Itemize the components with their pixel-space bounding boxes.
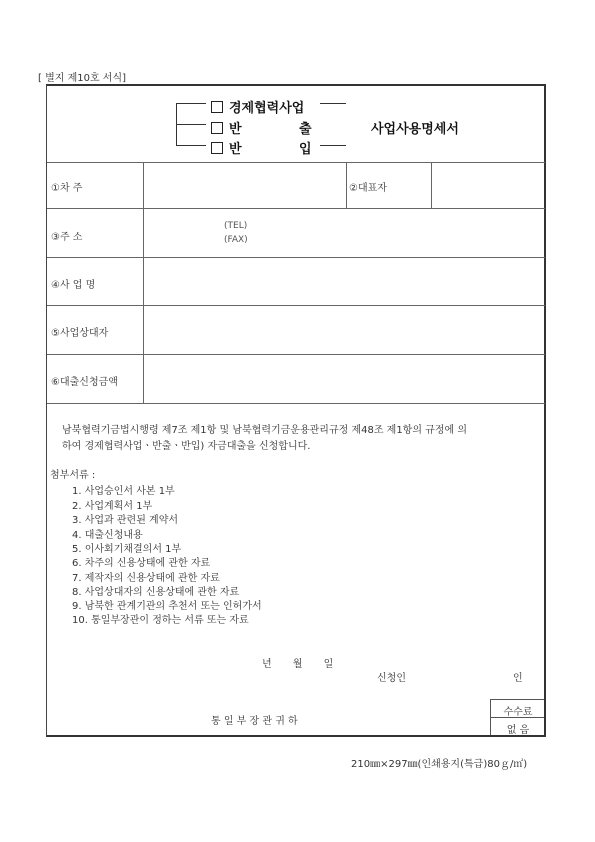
paper-spec: 210㎜×297㎜(인쇄용지(특급)80ｇ/㎡) (351, 759, 528, 770)
label-text: ①차 주 (51, 183, 83, 194)
list-item: 1. 사업승인서 사본 1부 (72, 486, 175, 497)
list-item: 9. 남북한 관계기관의 추천서 또는 인허가서 (72, 601, 262, 612)
option-label-tail: 출 (299, 122, 312, 137)
label-column-divider (143, 162, 144, 403)
column-divider (431, 162, 432, 208)
label-loan-amount: ⑥대출신청금액 (51, 377, 118, 388)
row-divider (47, 305, 545, 306)
attachments-heading: 첨부서류 : (50, 470, 96, 481)
list-item: 4. 대출신청내용 (72, 530, 143, 541)
label-partner: ⑤사업상대자 (51, 328, 109, 339)
list-item: 6. 차주의 신용상태에 관한 자료 (72, 558, 211, 569)
bracket-line (320, 103, 346, 104)
checkbox[interactable] (211, 142, 223, 154)
column-divider (346, 162, 347, 208)
row-divider (47, 354, 545, 355)
tel-label: (TEL) (224, 221, 248, 231)
option-label: 반 (229, 142, 242, 157)
fee-label: 수수료 (503, 707, 533, 718)
representative-field[interactable] (433, 164, 543, 206)
option-export[interactable] (211, 118, 327, 137)
project-name-field[interactable] (145, 259, 543, 303)
option-import[interactable] (211, 138, 327, 157)
option-label-tail: 입 (299, 142, 312, 157)
borrower-field[interactable] (145, 164, 344, 206)
option-label: 경제협력사업 (229, 101, 305, 116)
list-item: 2. 사업계획서 1부 (72, 501, 153, 512)
statement-line-2: 하여 경제협력사업ㆍ반출ㆍ반입) 자금대출을 신청합니다. (62, 441, 311, 452)
address-field[interactable] (145, 210, 543, 255)
applicant-label: 신청인 (377, 673, 406, 684)
date-line: 년 월 일 (262, 659, 334, 670)
seal-mark: 인 (513, 673, 523, 684)
loan-amount-field[interactable] (145, 356, 543, 401)
bracket-line (176, 124, 206, 125)
list-item: 10. 통일부장관이 정하는 서류 또는 자료 (72, 615, 249, 626)
bracket-line (176, 103, 206, 104)
checkbox[interactable] (211, 101, 223, 113)
option-economic-cooperation[interactable] (211, 97, 304, 116)
partner-field[interactable] (145, 307, 543, 352)
fax-label: (FAX) (224, 235, 248, 245)
row-divider (47, 403, 545, 404)
label-address: ③주 소 (51, 232, 83, 243)
list-item: 5. 이사회기채결의서 1부 (72, 544, 182, 555)
statement-line-1: 남북협력기금법시행령 제7조 제1항 및 남북협력기금운용관리규정 제48조 제1항의 규정에 의 (62, 425, 468, 436)
addressee: 통 일 부 장 관 귀 하 (211, 716, 298, 727)
checkbox[interactable] (211, 122, 223, 134)
list-item: 3. 사업과 관련된 계약서 (72, 515, 179, 526)
row-divider (47, 162, 545, 163)
option-label: 반 (229, 122, 242, 137)
label-project-name: ④사 업 명 (51, 280, 96, 291)
label-borrower (51, 179, 139, 194)
fee-divider (491, 717, 544, 718)
fee-value: 없 음 (506, 725, 530, 736)
list-item: 8. 사업상대자의 신용상태에 관한 자료 (72, 587, 240, 598)
label-representative: ②대표자 (349, 183, 387, 194)
bracket-line (176, 145, 206, 146)
row-divider (47, 208, 545, 209)
document-title: 사업사용명세서 (371, 122, 459, 137)
row-divider (47, 257, 545, 258)
form-number-label: [ 별지 제10호 서식] (38, 73, 127, 84)
fee-box (490, 699, 544, 735)
list-item: 7. 제작자의 신용상태에 관한 자료 (72, 573, 220, 584)
